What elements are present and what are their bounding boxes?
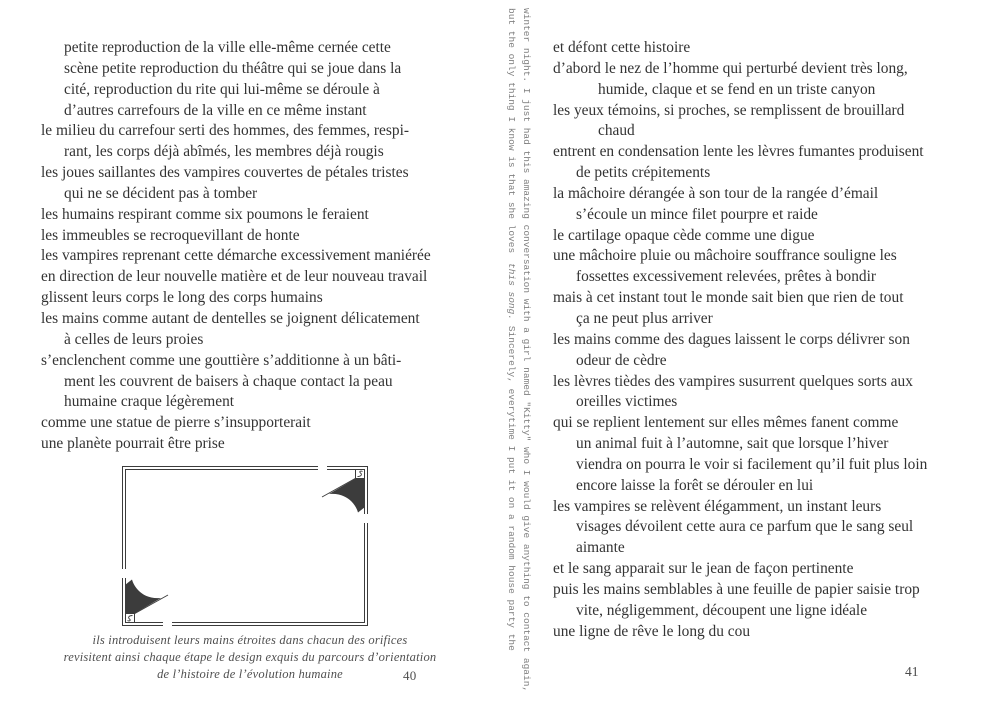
poem-line: glissent leurs corps le long des corps humains [41,289,323,307]
page-number-left: 40 [403,667,417,683]
poem-line: ment les couvrent de baisers à chaque contact la peau [64,372,393,390]
poem-line: de l’histoire de l’évolution humaine [157,667,343,682]
poem-line: mais à cet instant tout le monde sait bien que rien de tout [553,289,904,307]
poem-line: humide, claque et se fend en un triste canyon [598,80,876,98]
poem-line: viendra on pourra le voir si facilement qu’il fuit plus loin [576,455,928,473]
poem-line: s’enclenchent comme une gouttière s’additionne à un bâti- [41,351,402,369]
poem-line: comme une statue de pierre s’insupporterait [41,414,311,432]
poem-line: visages dévoilent cette aura ce parfum que le sang seul [576,518,914,536]
poem-line: vite, négligemment, découpent une ligne idéale [576,601,868,619]
left-page-footer [38,632,462,684]
poem-line: qui se replient lentement sur elles mêmes fanent comme [553,414,899,432]
poem-line: ils introduisent leurs mains étroites dans chacun des orifices [92,633,408,647]
poem-line: les lèvres tièdes des vampires susurrent quelques sorts aux [553,372,913,390]
poem-line: rant, les corps déjà abîmés, les membres déjà rougis [64,143,384,161]
poem-line: d’abord le nez de l’homme qui perturbé devient très long, [553,59,908,77]
poem-line: entrent en condensation lente les lèvres fumantes produisent [553,143,924,161]
frame-corner-ornament-icon [318,466,368,523]
poem-line: puis les mains semblables à une feuille de papier saisie trop [553,580,920,598]
poem-line: petite reproduction de la ville elle-même cernée cette [64,39,391,56]
poem-line: les yeux témoins, si proches, se remplissent de brouillard [553,101,905,119]
poem-line: le milieu du carrefour serti des hommes, des femmes, respi- [41,122,409,140]
poem-line: les mains comme autant de dentelles se joignent délicatement [41,309,420,327]
spine-line-2: but the only thing I know is that she lovesthis song. Sincerely, everytime I put it on a random house party the [506,8,517,651]
poem-line: les humains respirant comme six poumons le feraient [41,205,369,223]
spine-line-1: winter night. I just had this amazing conversation with a girl named "Kitty" who I would give anything to contact again, [521,8,532,693]
poem-line: les vampires se relèvent élégamment, un instant leurs [553,497,882,515]
poem-line: et le sang apparait sur le jean de façon pertinente [553,560,854,578]
poem-line: qui ne se décident pas à tomber [64,184,258,202]
poem-line: en direction de leur nouvelle matière et de leur nouveau travail [41,268,428,286]
poem-line: une mâchoire pluie ou mâchoire souffrance souligne les [553,247,897,265]
poem-line: s’écoule un mince filet pourpre et raide [576,205,818,223]
decorative-frame [122,466,368,626]
poem-line: encore laisse la forêt se dérouler en lui [576,476,814,494]
poem-line: et défont cette histoire [553,39,691,56]
poem-line: à celles de leurs proies [64,330,204,348]
poem-line: les joues saillantes des vampires couvertes de pétales tristes [41,164,409,182]
poem-line: aimante [576,539,625,557]
poem-line: de petits crépitements [576,164,711,182]
poem-line: scène petite reproduction du théâtre qui se joue dans la [64,59,402,77]
poem-line: un animal fuit à l’automne, sait que lorsque l’hiver [576,435,889,453]
poem-line: une planète pourrait être prise [41,435,225,453]
poem-line: le cartilage opaque cède comme une digue [553,226,815,244]
right-page-poem [553,38,983,642]
poem-line: fossettes excessivement relevées, prêtes à bondir [576,268,877,286]
poem-line: la mâchoire dérangée à son tour de la rangée d’émail [553,184,879,202]
footer-caption [38,632,462,684]
poem-line: revisitent ainsi chaque étape le design exquis du parcours d’orientation [63,650,437,665]
spine-italic-song-title: this song. [506,263,517,321]
poem-line: les immeubles se recroquevillant de honte [41,226,300,244]
poem-line: humaine craque légèrement [64,393,235,411]
poem-line: ça ne peut plus arriver [576,309,713,327]
poem-line: les vampires reprenant cette démarche excessivement maniérée [41,247,431,265]
poem-line: oreilles victimes [576,393,678,411]
poem-line: chaud [598,122,635,140]
spine-marginalia [504,8,534,700]
left-page-poem [41,38,491,455]
poem-line: les mains comme des dagues laissent le corps délivrer son [553,330,910,348]
page-number-right: 41 [905,664,919,679]
poem-line: une ligne de rêve le long du cou [553,622,751,640]
poem-line: cité, reproduction du rite qui lui-même se déroule à [64,80,380,98]
poem-line: d’autres carrefours de la ville en ce même instant [64,101,367,119]
poem-line: odeur de cèdre [576,351,667,369]
